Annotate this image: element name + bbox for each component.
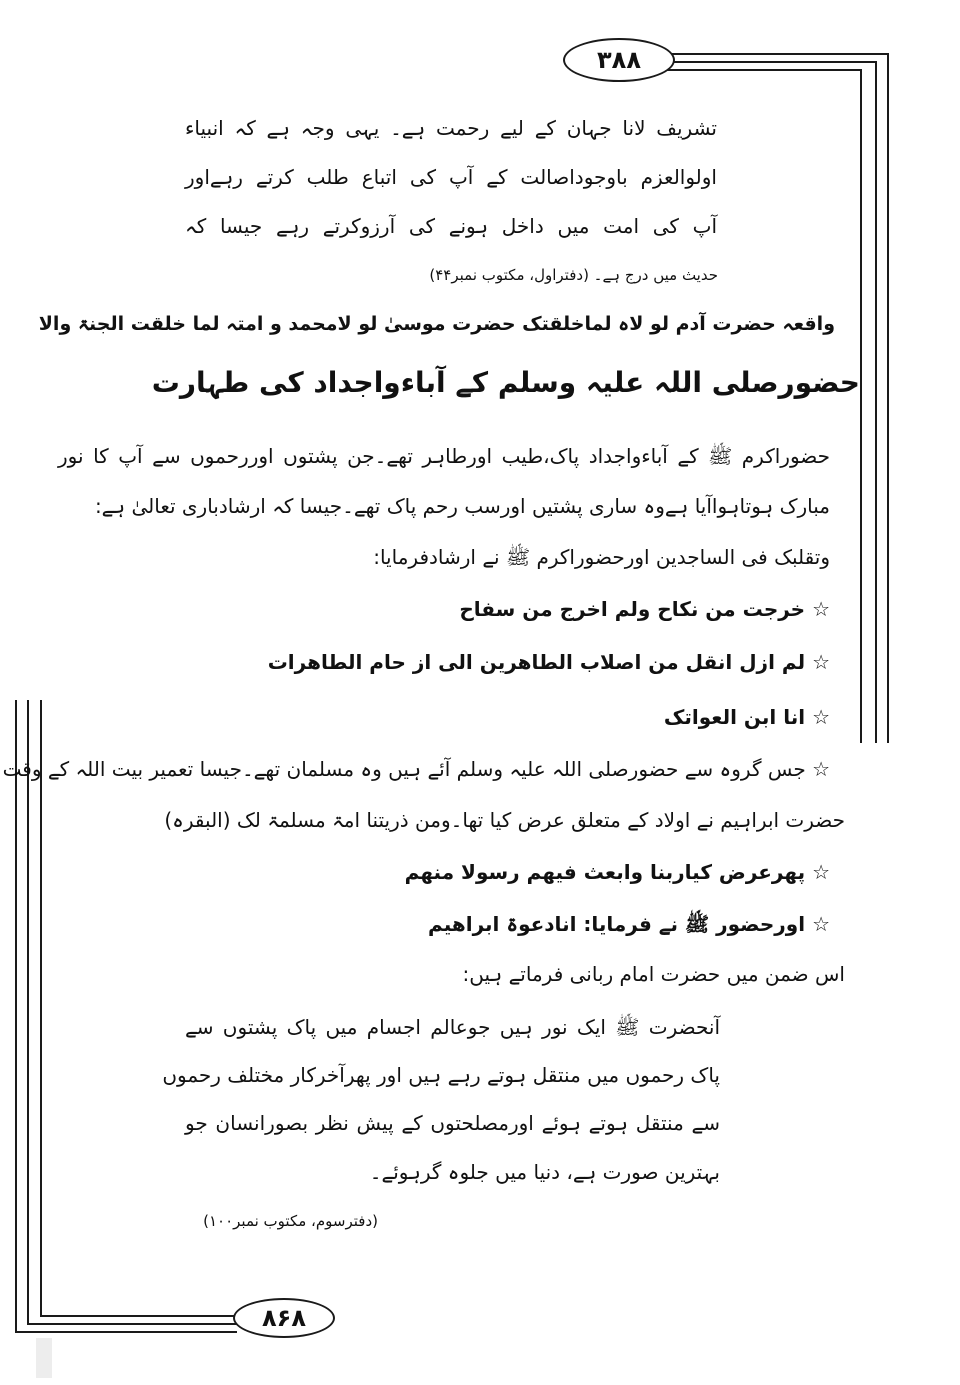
page-number-top: ۳۸۸ (563, 38, 675, 82)
section-heading: حضورصلی اللہ علیہ وسلم کے آباءواجداد کی طہارت (151, 366, 860, 399)
bullet-item (260, 650, 830, 674)
scan-smudge (36, 1338, 52, 1378)
text-line: واقعہ حضرت آدم لو لاہ لماخلقتک حضرت موسیٰ لو لامحمد و امتہ لما خلقت الجنۃ والا (38, 313, 835, 335)
star-icon: ☆ (812, 705, 830, 729)
paragraph-line: حضوراکرم ﷺ کے آباءواجداد پاک،طیب اورطاہر تھے۔جن پشتوں اوررحموں سے آپ کا نور (58, 444, 830, 468)
frame-line-top-1 (665, 53, 888, 55)
bullet-text: لم ازل انقل من اصلاب الطاهرین الی از حام الطاهرات (267, 650, 806, 674)
bullet-item (380, 597, 830, 621)
quote-line: سے منتقل ہوتے ہوئے اورمصلحتوں کے پیش نظر بصورانسان جو (185, 1111, 720, 1135)
frame-line-right-2 (875, 61, 877, 743)
frame-line-left-2 (27, 700, 29, 1324)
bullet-text: جس گروہ سے حضورصلی اللہ علیہ وسلم آئے ہیں وہ مسلمان تھے۔جیسا تعمیر بیت اللہ کے وقت (2, 757, 806, 781)
bullet-text: اورحضور ﷺ نے فرمایا: انادعوۃ ابراھیم (428, 912, 806, 936)
quote-line: آنحضرت ﷺ ایک نور ہیں جوعالم اجسام میں پاک پشتوں سے (185, 1015, 720, 1039)
star-icon: ☆ (812, 912, 830, 936)
reference-line: (دفترسوم، مکتوب نمبر۱۰۰) (203, 1212, 378, 1230)
text-line: آپ کی امت میں داخل ہونے کی آرزوکرتے رہے جیسا کہ (185, 214, 717, 238)
frame-line-bottom-2 (27, 1323, 239, 1325)
intro-line: اس ضمن میں حضرت امام ربانی فرماتے ہیں: (462, 962, 845, 986)
bullet-item (600, 705, 830, 729)
quote-line: بہترین صورت ہے، دنیا میں جلوہ گرہوئے۔ (369, 1160, 720, 1184)
paragraph-line: مبارک ہوتاہواآیا ہےوہ ساری پشتیں اورسب رحم پاک تھے۔جیسا کہ ارشادباری تعالیٰ ہے: (94, 494, 830, 518)
frame-line-left-3 (40, 700, 42, 1316)
frame-line-right-1 (887, 53, 889, 743)
text-line: حضرت ابراہیم نے اولاد کے متعلق عرض کیا تھا۔ومن ذریتنا امۃ مسلمۃ لک (البقرہ) (164, 808, 845, 832)
frame-line-bottom-1 (15, 1331, 237, 1333)
star-icon: ☆ (812, 650, 830, 674)
text-line: اولوالعزم باوجوداصالت کے آپ کی اتباع طلب کرتے رہےاور (185, 165, 717, 189)
quote-line: پاک رحموں میں منتقل ہوتے رہے ہیں اور پھرآخرکار مختلف رحموں (162, 1063, 720, 1087)
bullet-text: پھرعرض کیاربنا وابعث فیھم رسولا منھم (404, 860, 806, 884)
page-number-bottom: ۸۶۸ (233, 1298, 335, 1338)
star-icon: ☆ (812, 597, 830, 621)
frame-line-right-3 (860, 69, 862, 743)
reference-line: حدیث میں درج ہے۔ (دفتراول، مکتوب نمبر۴۴) (429, 266, 718, 284)
star-icon: ☆ (812, 860, 830, 884)
bullet-text: خرجت من نکاح ولم اخرج من سفاح (459, 597, 806, 621)
frame-line-top-2 (660, 61, 876, 63)
bullet-item (400, 912, 830, 936)
paragraph-line: وتقلبک فی الساجدین اورحضوراکرم ﷺ نے ارشادفرمایا: (373, 545, 830, 569)
frame-line-bottom-3 (40, 1315, 240, 1317)
bullet-item (400, 860, 830, 884)
bullet-text: انا ابن العواتک (663, 705, 806, 729)
star-icon: ☆ (812, 757, 830, 781)
bullet-item (2, 757, 830, 781)
frame-line-top-3 (655, 69, 861, 71)
frame-line-left-1 (15, 700, 17, 1332)
text-line: تشریف لانا جہان کے لیے رحمت ہے۔ یہی وجہ ہے کہ انبیاء (185, 116, 717, 140)
